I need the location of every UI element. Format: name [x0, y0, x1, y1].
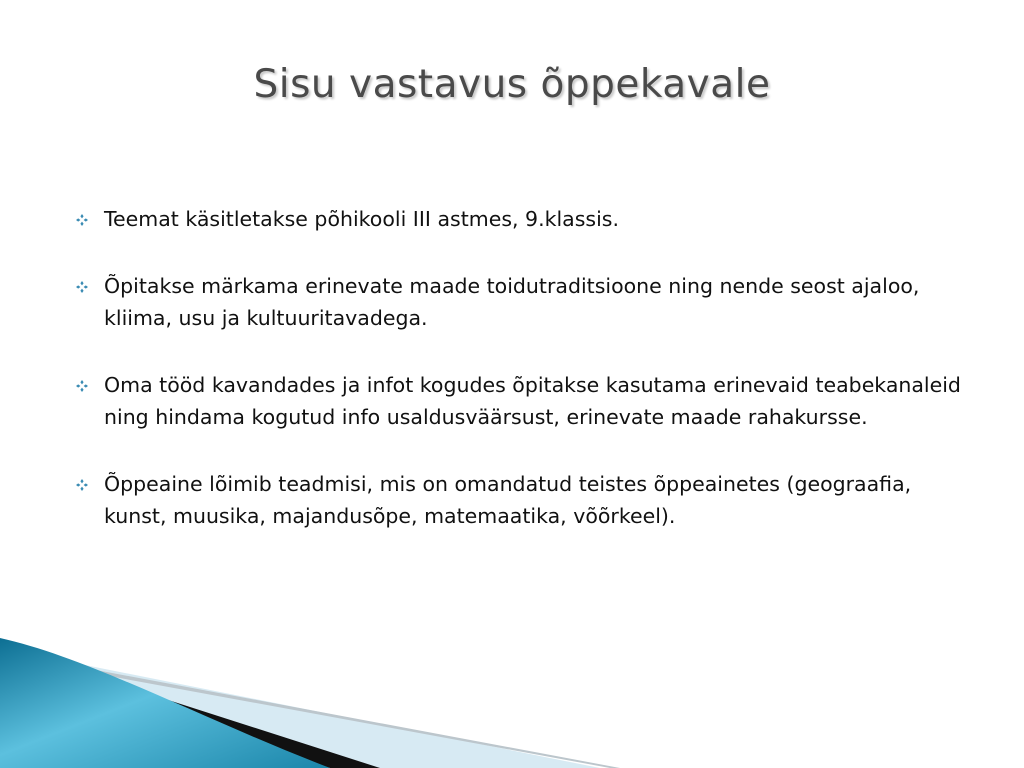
list-item	[74, 468, 974, 532]
list-item	[74, 203, 974, 235]
bullet-text: Õppeaine lõimib teadmisi, mis on omandatud teistes õppeainetes (geograafia, kunst, muusika, majandusõpe, matemaatika, võõrkeel).	[104, 472, 912, 528]
list-item	[74, 270, 974, 334]
four-diamond-bullet-icon	[76, 214, 88, 226]
bullet-text: Õpitakse märkama erinevate maade toidutraditsioone ning nende seost ajaloo, kliima, usu ja kultuuritavadega.	[104, 274, 920, 330]
list-item	[74, 369, 974, 433]
bullet-text: Teemat käsitletakse põhikooli III astmes, 9.klassis.	[104, 207, 619, 231]
decorative-wave-graphic	[0, 638, 1024, 768]
bullet-text: Oma tööd kavandades ja infot kogudes õpitakse kasutama erinevaid teabekanaleid ning hindama kogutud info usaldusväärsust, erinevate maade rahakursse.	[104, 373, 961, 429]
four-diamond-bullet-icon	[76, 380, 88, 392]
slide-title: Sisu vastavus õppekavale	[253, 62, 771, 107]
bullet-list	[74, 203, 974, 567]
wave-blue-band	[0, 638, 330, 768]
four-diamond-bullet-icon	[76, 281, 88, 293]
four-diamond-bullet-icon	[76, 479, 88, 491]
